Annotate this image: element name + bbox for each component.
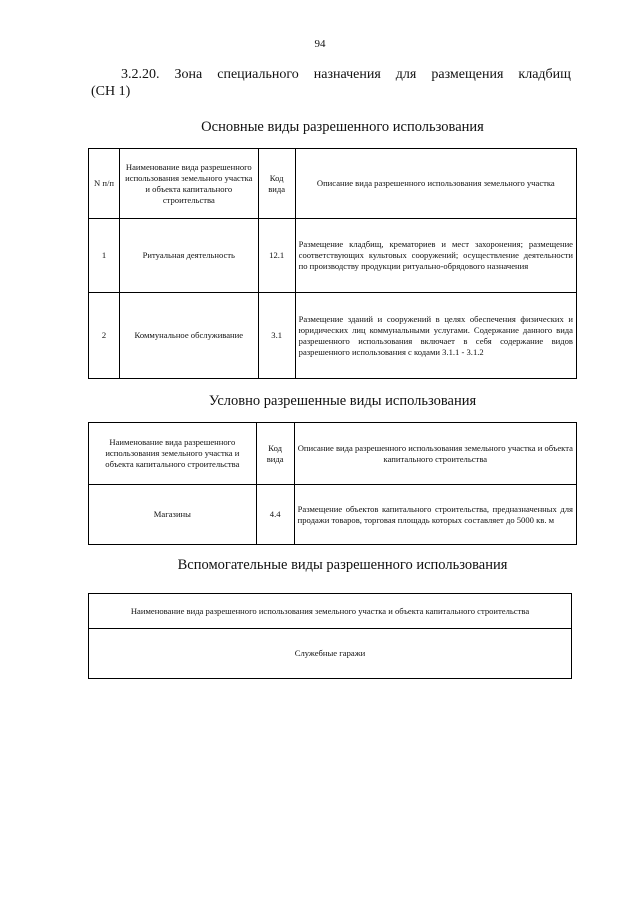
section-title-auxiliary-uses: Вспомогательные виды разрешенного использования: [177, 557, 508, 573]
cell-code: 4.4: [256, 485, 294, 545]
table-header-row: [89, 423, 577, 485]
table-header-row: [89, 594, 572, 629]
table-row: [89, 219, 577, 293]
heading-word: специального: [217, 67, 299, 82]
heading-word: Зона: [174, 67, 203, 82]
cell-name: Коммунальное обслуживание: [119, 293, 258, 379]
heading-line-1: [91, 66, 571, 83]
heading-word: для: [395, 67, 417, 82]
cell-desc: Размещение зданий и сооружений в целях обеспечения физических и юридических лиц коммунальными услугами. Содержание данного вида разрешенного использования включает в себя содержание видов разрешенного использования с кодами 3.1.1 - 3.1.2: [295, 293, 576, 379]
header-cell-code: Код вида: [258, 149, 295, 219]
main-uses-table: [88, 148, 577, 379]
heading-word: размещения: [431, 67, 504, 82]
cell-name: Служебные гаражи: [89, 629, 572, 679]
cell-desc: Размещение кладбищ, крематориев и мест захоронения; размещение соответствующих культовых сооружений; осуществление деятельности по производству продукции ритуально-обрядового назначения: [295, 219, 576, 293]
cell-desc: Размещение объектов капитального строительства, предназначенных для продажи товаров, торговая площадь которых составляет до 5000 кв. м: [294, 485, 576, 545]
table-header-row: [89, 149, 577, 219]
header-cell-name: Наименование вида разрешенного использования земельного участка и объекта капитального строительства: [119, 149, 258, 219]
header-cell-name: Наименование вида разрешенного использования земельного участка и объекта капитального строительства: [89, 423, 257, 485]
header-cell-desc: Описание вида разрешенного использования земельного участка: [295, 149, 576, 219]
cell-num: 2: [89, 293, 120, 379]
section-heading: [91, 66, 571, 100]
cell-name: Ритуальная деятельность: [119, 219, 258, 293]
heading-word: назначения: [313, 67, 381, 82]
table-row: [89, 485, 577, 545]
table-row: [89, 629, 572, 679]
heading-word: 3.2.20.: [121, 67, 160, 82]
table-row: [89, 293, 577, 379]
header-cell-desc: Описание вида разрешенного использования земельного участка и объекта капитального строительства: [294, 423, 576, 485]
header-cell-num: N п/п: [89, 149, 120, 219]
header-cell-name: Наименование вида разрешенного использования земельного участка и объекта капитального строительства: [89, 594, 572, 629]
header-cell-code: Код вида: [256, 423, 294, 485]
section-title-conditional-uses: Условно разрешенные виды использования: [208, 393, 477, 409]
conditional-uses-table: [88, 422, 577, 545]
cell-name: Магазины: [89, 485, 257, 545]
cell-num: 1: [89, 219, 120, 293]
heading-word: кладбищ: [518, 67, 571, 82]
auxiliary-uses-table: [88, 593, 572, 679]
cell-code: 12.1: [258, 219, 295, 293]
heading-line-2: (СН 1): [91, 84, 131, 99]
page-number: 94: [314, 38, 326, 50]
section-title-main-uses: Основные виды разрешенного использования: [201, 119, 484, 135]
cell-code: 3.1: [258, 293, 295, 379]
